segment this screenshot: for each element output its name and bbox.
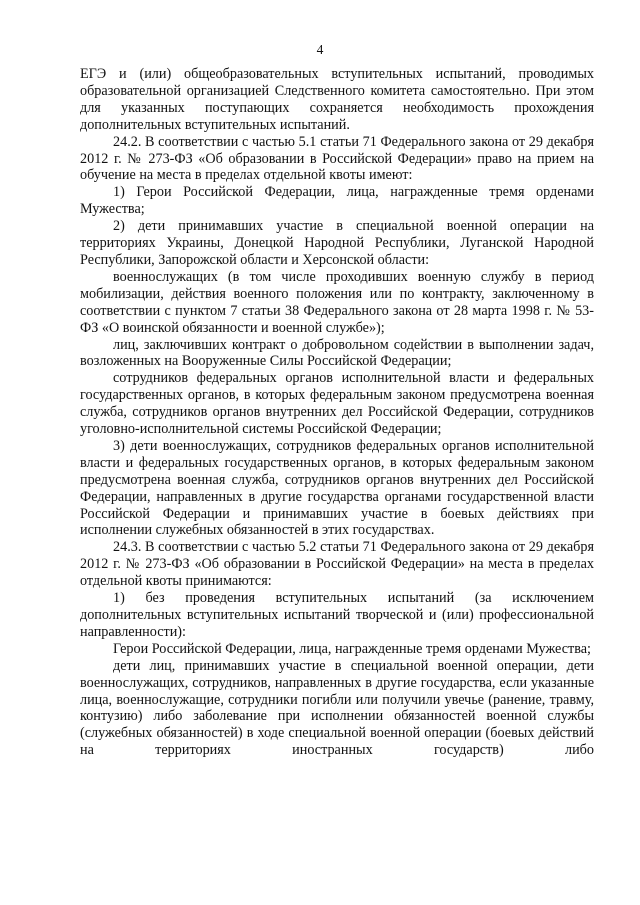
paragraph-24-3: 24.3. В соответствии с частью 5.2 статьи 71 Федерального закона от 29 декабря 2012 г. № 273-ФЗ «Об образовании в Российской Федерации» на места в пределах отдельной квоты принимаются:	[80, 539, 594, 590]
paragraph-federal-employees: сотрудников федеральных органов исполнительной власти и федеральных государственных органов, в которых федеральным законом предусмотрена военная служба, сотрудников органов внутренних дел Российской Федерации, сотрудников уголовно-исполнительной системы Российской Федерации;	[80, 370, 594, 438]
paragraph-24-2: 24.2. В соответствии с частью 5.1 статьи 71 Федерального закона от 29 декабря 2012 г. № 273-ФЗ «Об образовании в Российской Федерации» право на прием на обучение на места в пределах отдельной квоты имеют:	[80, 133, 594, 184]
paragraph-item-1-without-exams: 1) без проведения вступительных испытаний (за исключением дополнительных вступительных испытаний творческой и (или) профессиональной направленности):	[80, 590, 594, 640]
paragraph-item-2-children: 2) дети принимавших участие в специальной военной операции на территориях Украины, Донецкой Народной Республики, Луганской Народной Республики, Запорожской области и Херсонской области:	[80, 218, 594, 268]
page-number: 4	[316, 42, 324, 57]
paragraph-continuation: ЕГЭ и (или) общеобразовательных вступительных испытаний, проводимых образовательной организацией Следственного комитета самостоятельно. При этом для указанных поступающих сохраняется необходимость прохождения дополнительных вступительных испытаний.	[80, 66, 594, 133]
document-body	[80, 66, 594, 759]
paragraph-item-3-children: 3) дети военнослужащих, сотрудников федеральных органов исполнительной власти и федеральных государственных органов, в которых федеральным законом предусмотрена военная служба, сотрудников органов внутренних дел Российской Федерации, направленных в другие государства органами государственной власти Российской Федерации и принимавших участие в боевых действиях при исполнении служебных обязанностей в этих государствах.	[80, 437, 594, 539]
paragraph-item-1-heroes: 1) Герои Российской Федерации, лица, награжденные тремя орденами Мужества;	[80, 184, 594, 218]
paragraph-heroes-2: Герои Российской Федерации, лица, награжденные тремя орденами Мужества;	[113, 640, 591, 657]
paragraph-servicemen: военнослужащих (в том числе проходивших военную службу в период мобилизации, действия военного положения или по контракту, заключенному в соответствии с пунктом 7 статьи 38 Федерального закона от 28 марта 1998 г. № 53-ФЗ «О воинской обязанности и военной службе»);	[80, 268, 594, 336]
paragraph-children-of-participants: дети лиц, принимавших участие в специальной военной операции, дети военнослужащих, сотрудников, направленных в другие государства, если указанные лица, военнослужащие, сотрудники погибли или получили увечье (ранение, травму, контузию) либо заболевание при исполнении обязанностей военной службы (служебных обязанностей) в ходе специальной военной операции (боевых действий на территориях иностранных государств) либо	[80, 657, 594, 759]
paragraph-contract-persons: лиц, заключивших контракт о добровольном содействии в выполнении задач, возложенных на Вооруженные Силы Российской Федерации;	[80, 336, 594, 370]
